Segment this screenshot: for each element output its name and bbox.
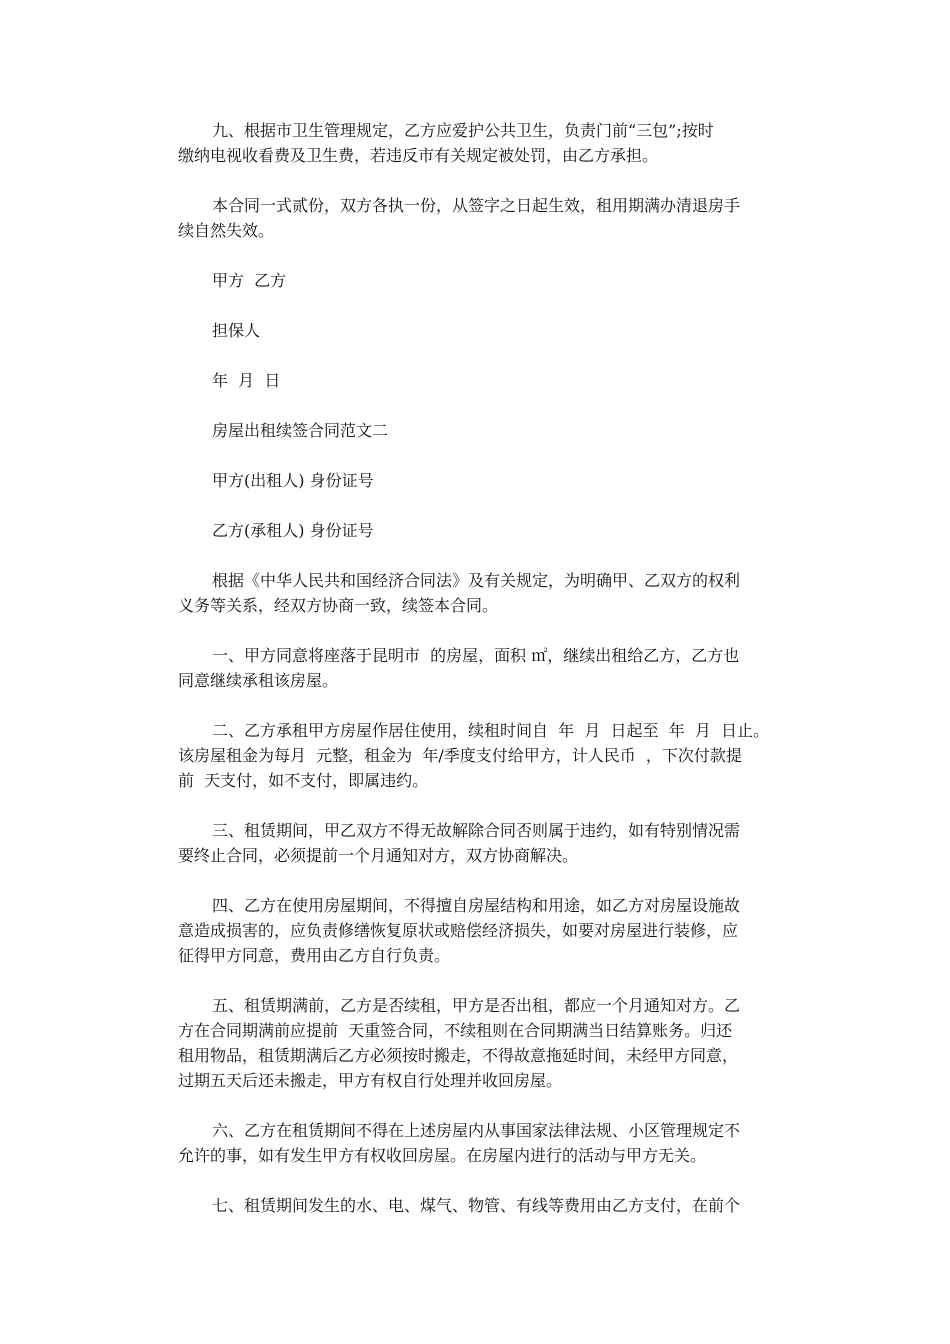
- contract-paragraph: [178, 418, 780, 443]
- paragraph-line: 根据《中华人民共和国经济合同法》及有关规定，为明确甲、乙双方的权利: [212, 571, 741, 590]
- contract-paragraph: [178, 568, 780, 618]
- paragraph-line: 续自然失效。: [178, 221, 275, 240]
- paragraph-line: 一、甲方同意将座落于昆明市 的房屋，面积 ㎡，继续出租给乙方，乙方也: [212, 646, 740, 665]
- contract-paragraph: [178, 368, 780, 393]
- paragraph-line: 房屋出租续签合同范文二: [212, 421, 389, 440]
- paragraph-line: 六、乙方在租赁期间不得在上述房屋内从事国家法律法规、小区管理规定不: [212, 1121, 741, 1140]
- paragraph-line: 甲方 乙方: [212, 271, 287, 290]
- paragraph-line: 允许的事，如有发生甲方有权收回房屋。在房屋内进行的活动与甲方无关。: [178, 1146, 707, 1165]
- contract-paragraph: [178, 643, 780, 693]
- contract-paragraph: [178, 818, 780, 868]
- contract-paragraph: [178, 518, 780, 543]
- contract-paragraph: [178, 268, 780, 293]
- contract-paragraph: [178, 1118, 780, 1168]
- paragraph-line: 四、乙方在使用房屋期间，不得擅自房屋结构和用途，如乙方对房屋设施故: [212, 896, 741, 915]
- paragraph-line: 本合同一式贰份，双方各执一份，从签字之日起生效，租用期满办清退房手: [212, 196, 741, 215]
- paragraph-line: 担保人: [212, 321, 261, 340]
- contract-paragraph: [178, 318, 780, 343]
- paragraph-line: 五、租赁期满前，乙方是否续租，甲方是否出租，都应一个月通知对方。乙: [212, 996, 741, 1015]
- paragraph-line: 七、租赁期间发生的水、电、煤气、物管、有线等费用由乙方支付，在前个: [212, 1196, 741, 1215]
- contract-paragraph: [178, 118, 780, 168]
- paragraph-line: 征得甲方同意，费用由乙方自行负责。: [178, 946, 451, 965]
- paragraph-line: 方在合同期满前应提前 天重签合同，不续租则在合同期满当日结算账务。归还: [178, 1021, 733, 1040]
- paragraph-line: 要终止合同，必须提前一个月通知对方，双方协商解决。: [178, 846, 579, 865]
- paragraph-line: 该房屋租金为每月 元整，租金为 年/季度支付给甲方，计人民币 ，下次付款提: [178, 746, 742, 765]
- contract-paragraph: [178, 718, 780, 793]
- paragraph-line: 缴纳电视收看费及卫生费，若违反市有关规定被处罚，由乙方承担。: [178, 146, 659, 165]
- paragraph-line: 乙方(承租人) 身份证号: [212, 521, 374, 540]
- document-page: [178, 118, 780, 1243]
- paragraph-line: 租用物品，租赁期满后乙方必须按时搬走，不得故意拖延时间，未经甲方同意，: [178, 1046, 739, 1065]
- paragraph-line: 年 月 日: [212, 371, 281, 390]
- paragraph-line: 过期五天后还未搬走，甲方有权自行处理并收回房屋。: [178, 1071, 563, 1090]
- contract-paragraph: [178, 893, 780, 968]
- contract-paragraph: [178, 468, 780, 493]
- paragraph-line: 三、租赁期间，甲乙双方不得无故解除合同否则属于违约，如有特别情况需: [212, 821, 741, 840]
- paragraph-line: 甲方(出租人) 身份证号: [212, 471, 374, 490]
- paragraph-line: 同意继续承租该房屋。: [178, 671, 339, 690]
- paragraph-line: 九、根据市卫生管理规定，乙方应爱护公共卫生，负责门前“三包”;按时: [212, 121, 714, 140]
- paragraph-line: 义务等关系，经双方协商一致，续签本合同。: [178, 596, 499, 615]
- contract-paragraph: [178, 193, 780, 243]
- contract-paragraph: [178, 1193, 780, 1218]
- contract-paragraph: [178, 993, 780, 1093]
- paragraph-line: 意造成损害的，应负责修缮恢复原状或赔偿经济损失，如要对房屋进行装修，应: [178, 921, 739, 940]
- paragraph-line: 二、乙方承租甲方房屋作居住使用，续租时间自 年 月 日起至 年 月 日止。: [212, 721, 770, 740]
- paragraph-line: 前 天支付，如不支付，即属违约。: [178, 771, 429, 790]
